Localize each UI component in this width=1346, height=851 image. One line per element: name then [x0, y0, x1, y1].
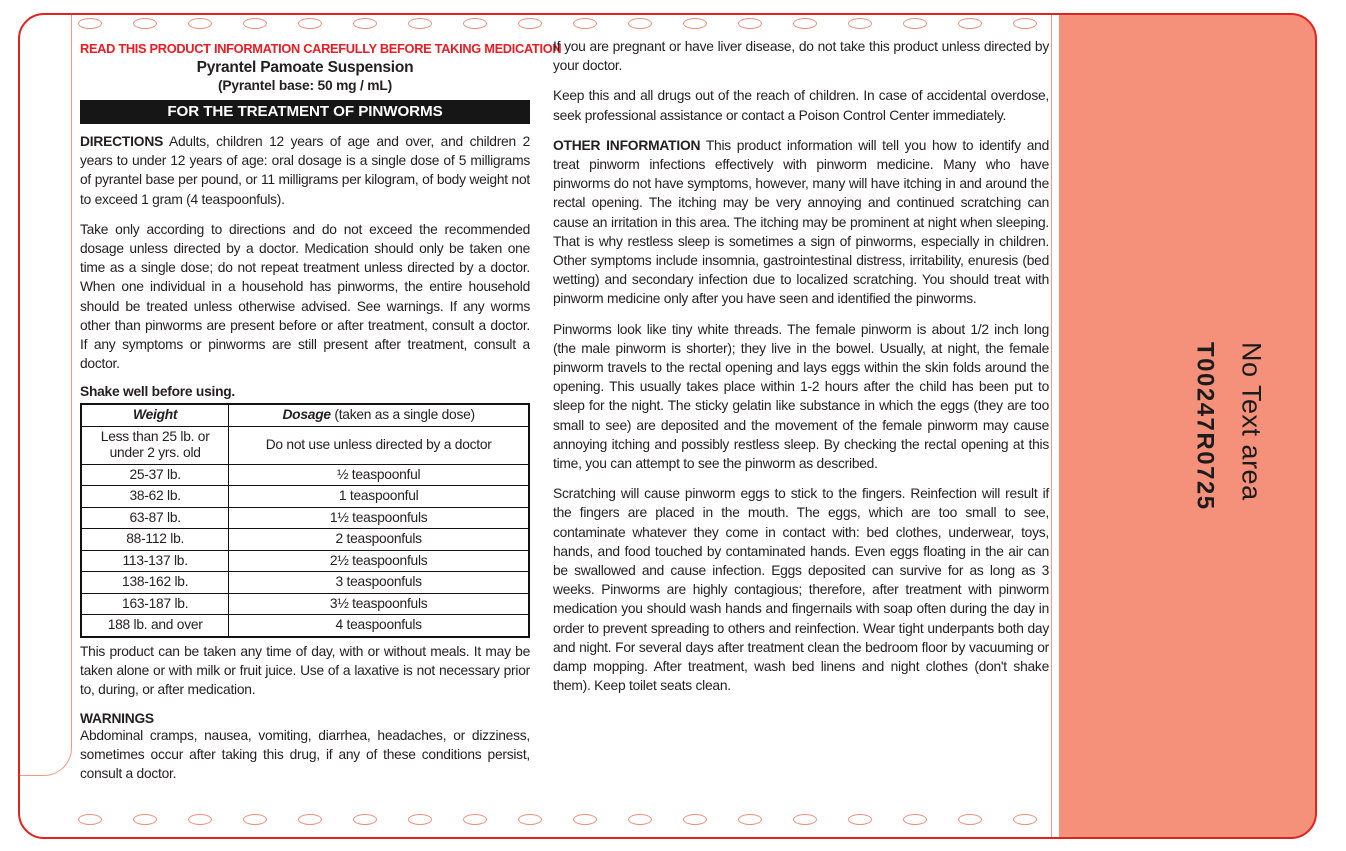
middle-column — [553, 37, 1049, 696]
perforation-oval — [958, 18, 982, 29]
product-name: Pyrantel Pamoate Suspension — [196, 59, 414, 76]
pinworms-description-paragraph: Pinworms look like tiny white threads. The female pinworm is about 1/2 inch long (the male pinworm is shorter); they live in the bowel. Usually, at night, the female pinworm travels to the rectal opening and lays eggs within the skin folds around the opening. This usually takes place within 1-2 hours after the child has been put to sleep for the night. The sticky gelatin like substance in which the eggs (they are too small to see) are deposited and the movement of the female pinworm may cause annoying itching and possibly restless sleep. By checking the rectal opening at this time, you can attempt to see the pinworm as described. — [553, 321, 1049, 472]
left-column — [80, 37, 562, 783]
warnings-paragraph: Abdominal cramps, nausea, vomiting, diarrhea, headaches, or dizziness, sometimes occur after taking this drug, if any of these conditions persist, consult a doctor. — [80, 727, 530, 781]
perforation-oval — [793, 814, 817, 825]
directions-label: DIRECTIONS — [80, 134, 164, 149]
weight-cell: 138-162 lb. — [81, 572, 229, 594]
table-row — [81, 529, 529, 551]
perforation-oval — [78, 814, 102, 825]
perforation-oval — [738, 18, 762, 29]
dosage-header-cell — [229, 404, 529, 426]
table-row — [81, 464, 529, 486]
right-panel — [1059, 14, 1316, 838]
perforation-oval — [683, 814, 707, 825]
perforation-oval — [243, 814, 267, 825]
weight-cell: 38-62 lb. — [81, 486, 229, 508]
table-row — [81, 486, 529, 508]
dosage-cell: Do not use unless directed by a doctor — [229, 426, 529, 464]
perforation-oval — [573, 814, 597, 825]
weight-cell: Less than 25 lb. or under 2 yrs. old — [81, 426, 229, 464]
other-information-paragraph — [553, 136, 1049, 309]
table-row — [81, 572, 529, 594]
dosage-cell: 2½ teaspoonfuls — [229, 550, 529, 572]
table-row — [81, 507, 529, 529]
dosage-header: Dosage — [282, 407, 331, 423]
perforation-oval — [518, 814, 542, 825]
perforation-oval — [738, 814, 762, 825]
perforation-oval — [78, 18, 102, 29]
perforation-oval — [793, 18, 817, 29]
perforation-oval — [903, 814, 927, 825]
perforation-oval — [848, 18, 872, 29]
product-strength: (Pyrantel base: 50 mg / mL) — [217, 78, 392, 93]
other-information-text: This product information will tell you how to identify and treat pinworm infections effectively with pinworm medicine. Many who have pinworms do not have symptoms, however, many will have itching in and around the rectal opening. The itching may be very annoying and continued scratching can cause an irritation in this area. The itching may be prominent at night when sleeping. That is why restless sleep is sometimes a sign of pinworms, especially in children. Other symptoms include insomnia, gastrointestinal distress, irritability, enuresis (bed wetting) and secondary infection due to localized scratching. You should treat with pinworm medicine only after you have seen and identified the pinworms. — [553, 137, 1049, 307]
weight-cell: 63-87 lb. — [81, 507, 229, 529]
anytime-paragraph: This product can be taken any time of day, with or without meals. It may be taken alone or with milk or fruit juice. Use of a laxative is not necessary prior to, during, or after medication. — [80, 643, 530, 698]
weight-cell: 25-37 lb. — [81, 464, 229, 486]
weight-header-cell — [81, 404, 229, 426]
perforation-oval — [463, 814, 487, 825]
perforation-oval — [188, 814, 212, 825]
keep-away-paragraph: Keep this and all drugs out of the reach of children. In case of accidental overdose, seek professional assistance or contact a Poison Control Center immediately. — [553, 88, 1049, 123]
panel-separator-dieline — [1051, 15, 1052, 837]
dosage-cell: 4 teaspoonfuls — [229, 615, 529, 637]
perforation-oval — [848, 814, 872, 825]
perforation-oval — [298, 814, 322, 825]
read-warning-heading: READ THIS PRODUCT INFORMATION CAREFULLY BEFORE TAKING MEDICATION — [80, 41, 562, 56]
left-margin-dieline — [19, 14, 72, 776]
weight-cell: 163-187 lb. — [81, 593, 229, 615]
dosing-note-paragraph: Take only according to directions and do not exceed the recommended dosage unless directed by a doctor. Medication should only be taken one time as a single dose; do not repeat treatment unless directed by a doctor. When one individual in a household has pinworms, the entire household should be treated unless otherwise advised. See warnings. If any worms other than pinworms are present before or after treatment, consult a doctor. If any symptoms or pinworms are still present after treatment, consult a doctor. — [80, 221, 530, 372]
table-row — [81, 550, 529, 572]
warnings-heading: WARNINGS — [80, 710, 154, 726]
perforation-oval — [628, 18, 652, 29]
table-row — [81, 593, 529, 615]
dosage-cell: 2 teaspoonfuls — [229, 529, 529, 551]
weight-cell: 88-112 lb. — [81, 529, 229, 551]
perforation-row-bottom — [78, 814, 1037, 825]
perforation-oval — [353, 18, 377, 29]
vertical-text-block — [1191, 342, 1267, 511]
perforation-oval — [298, 18, 322, 29]
dosage-table-header-row — [81, 404, 529, 426]
perforation-oval — [243, 18, 267, 29]
table-row — [81, 426, 529, 464]
directions-paragraph — [80, 132, 530, 209]
other-information-label: OTHER INFORMATION — [553, 137, 701, 153]
perforation-oval — [133, 814, 157, 825]
perforation-oval — [518, 18, 542, 29]
perforation-oval — [188, 18, 212, 29]
perforation-row-top — [78, 18, 1037, 29]
perforation-oval — [903, 18, 927, 29]
dosage-cell: 3½ teaspoonfuls — [229, 593, 529, 615]
perforation-oval — [1013, 814, 1037, 825]
shake-well-heading: Shake well before using. — [80, 384, 236, 400]
perforation-oval — [628, 814, 652, 825]
dosage-cell: ½ teaspoonful — [229, 464, 529, 486]
dosage-cell: 3 teaspoonfuls — [229, 572, 529, 594]
pregnancy-paragraph: If you are pregnant or have liver disease, do not take this product unless directed by your doctor. — [553, 39, 1049, 74]
directions-text: Adults, children 12 years of age and over, and children 2 years to under 12 years of age: oral dosage is a single dose of 5 milligrams of pyrantel base per pound, or 11 milligrams per kilogram, of body weight not to exceed 1 gram (4 teaspoonfuls). — [80, 134, 530, 207]
perforation-oval — [958, 814, 982, 825]
perforation-oval — [463, 18, 487, 29]
plate-code: T00247R0725 — [1191, 341, 1219, 511]
dosage-cell: 1½ teaspoonfuls — [229, 507, 529, 529]
perforation-oval — [408, 18, 432, 29]
dosage-header-note: (taken as a single dose) — [330, 407, 475, 423]
table-row — [81, 615, 529, 637]
perforation-oval — [1013, 18, 1037, 29]
perforation-oval — [353, 814, 377, 825]
perforation-oval — [683, 18, 707, 29]
treatment-banner: FOR THE TREATMENT OF PINWORMS — [80, 100, 530, 124]
weight-header: Weight — [133, 407, 178, 423]
scratching-paragraph: Scratching will cause pinworm eggs to stick to the fingers. Reinfection will result if the fingers are placed in the mouth. The eggs, which are too small to see, contaminate whatever they come in contact with: bed clothes, underwear, toys, hands, and food touched by contaminated hands. Even eggs floating in the air can be swallowed and cause infection. Eggs deposited can survive for as long as 3 weeks. Pinworms are highly contagious; therefore, after treatment with pinworm medication you should wash hands and fingernails with soap often during the day in order to prevent spreading to others and reinfection. Wear tight underpants both day and night. For several days after treatment clean the bedroom floor by vacuuming or damp mopping. After treatment, wash bed linens and night clothes (don't shake them). Keep toilet seats clean. — [553, 486, 1049, 694]
no-text-area-label: No Text area — [1236, 341, 1267, 501]
weight-cell: 113-137 lb. — [81, 550, 229, 572]
perforation-oval — [408, 814, 432, 825]
perforation-oval — [133, 18, 157, 29]
perforation-oval — [573, 18, 597, 29]
dosage-table — [80, 403, 530, 638]
weight-cell: 188 lb. and over — [81, 615, 229, 637]
dosage-cell: 1 teaspoonful — [229, 486, 529, 508]
